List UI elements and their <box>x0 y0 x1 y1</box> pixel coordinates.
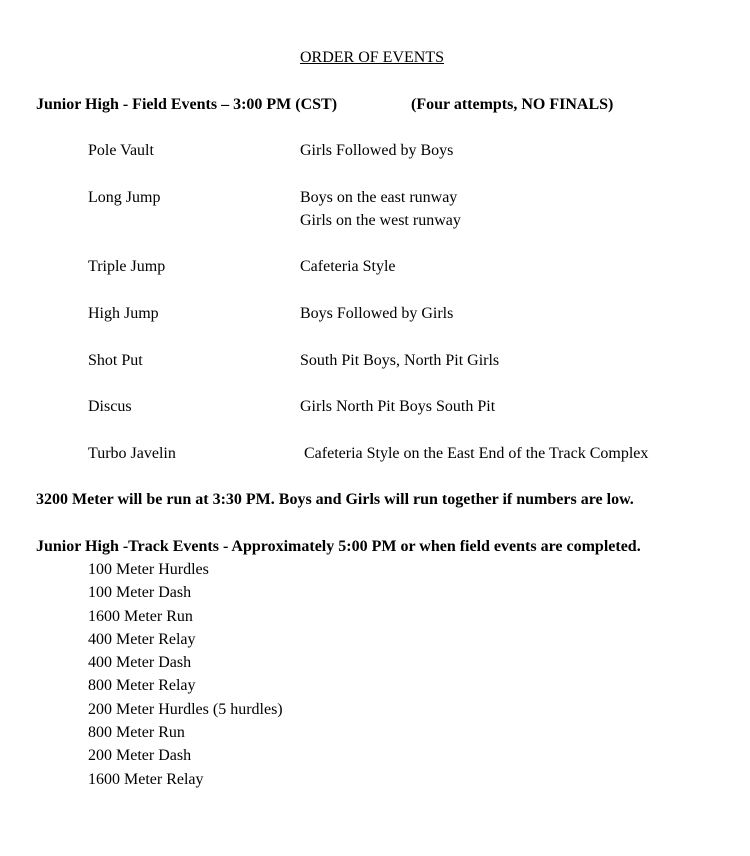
field-event-name: High Jump <box>88 305 159 322</box>
field-event-name: Triple Jump <box>88 258 166 275</box>
track-event-item: 200 Meter Dash <box>88 747 192 765</box>
track-events-heading: Junior High -Track Events - Approximately 5:00 PM or when field events are completed. <box>36 538 641 555</box>
field-event-note: South Pit Boys, North Pit Girls <box>300 352 500 369</box>
field-events-heading: Junior High - Field Events – 3:00 PM (CST) <box>36 96 338 113</box>
field-event-note: Girls North Pit Boys South Pit <box>300 398 496 415</box>
field-event-name: Discus <box>88 398 132 415</box>
field-event-name: Turbo Javelin <box>88 445 176 462</box>
track-event-item: 800 Meter Run <box>88 724 185 742</box>
run-3200-note: 3200 Meter will be run at 3:30 PM. Boys and Girls will run together if numbers are low. <box>36 491 634 508</box>
track-event-item: 100 Meter Dash <box>88 584 192 602</box>
track-event-item: 400 Meter Dash <box>88 654 192 672</box>
track-events-list <box>88 560 283 793</box>
track-event-item: 100 Meter Hurdles <box>88 561 209 578</box>
field-event-note: Boys Followed by Girls <box>300 305 454 322</box>
track-event-item: 400 Meter Relay <box>88 630 196 648</box>
track-event-item: 800 Meter Relay <box>88 677 196 695</box>
field-event-note: Cafeteria Style <box>300 258 396 275</box>
track-event-item: 1600 Meter Relay <box>88 770 204 788</box>
field-event-name: Shot Put <box>88 352 143 369</box>
field-event-note: Girls on the west runway <box>300 212 461 229</box>
field-event-name: Long Jump <box>88 189 161 206</box>
field-event-name: Pole Vault <box>88 142 154 159</box>
field-event-note: Girls Followed by Boys <box>300 142 454 159</box>
page-title: ORDER OF EVENTS <box>300 49 445 66</box>
field-events-attempts-note: (Four attempts, NO FINALS) <box>411 96 614 113</box>
field-event-note: Boys on the east runway <box>300 189 458 206</box>
track-event-item: 200 Meter Hurdles (5 hurdles) <box>88 700 283 718</box>
track-event-item: 1600 Meter Run <box>88 607 193 625</box>
field-event-note: Cafeteria Style on the East End of the Track Complex <box>304 445 649 462</box>
